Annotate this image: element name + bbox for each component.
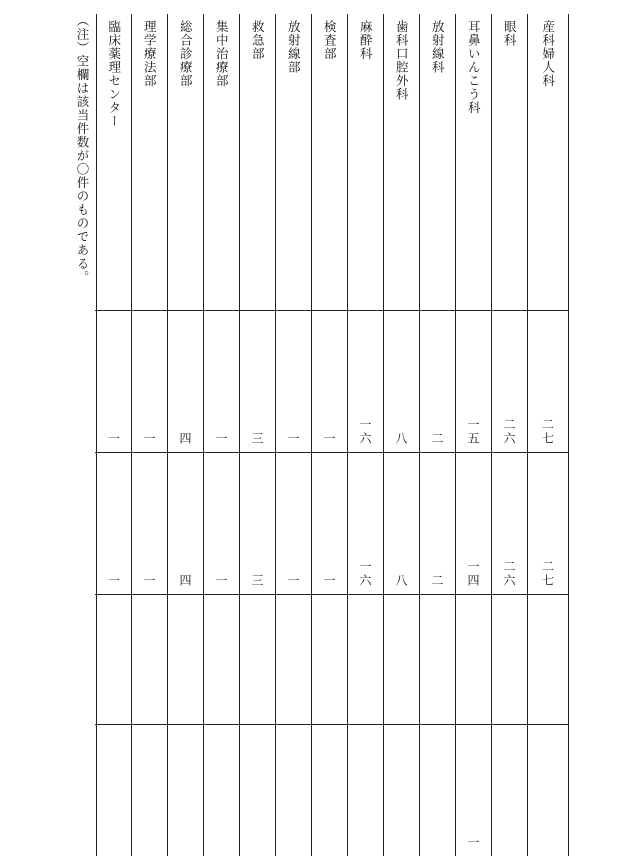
count-cell	[455, 310, 491, 446]
department-label: 耳鼻いんこう科	[466, 20, 482, 115]
count-value: 二	[430, 432, 444, 446]
count-cell	[275, 724, 311, 850]
count-cell	[419, 724, 455, 850]
count-value: 一	[106, 574, 121, 588]
count-cell	[131, 310, 167, 446]
count-value: 一	[106, 432, 121, 446]
count-cell	[275, 452, 311, 588]
count-cell	[455, 452, 491, 588]
count-cell	[167, 724, 203, 850]
department-label-cell	[96, 20, 131, 305]
count-cell	[383, 452, 419, 588]
count-cell	[275, 310, 311, 446]
count-cell	[491, 594, 527, 718]
count-value: 一	[466, 836, 480, 850]
department-label-cell	[311, 20, 347, 305]
count-value: 一六	[358, 418, 372, 446]
department-label-cell	[167, 20, 203, 305]
count-cell	[167, 594, 203, 718]
count-cell	[203, 310, 239, 446]
count-cell	[347, 724, 383, 850]
count-value: 一	[214, 574, 228, 588]
count-cell	[96, 452, 131, 588]
count-cell	[167, 452, 203, 588]
count-value: 三	[250, 574, 264, 588]
department-label-cell	[527, 20, 568, 305]
count-cell	[383, 724, 419, 850]
department-label: 歯科口腔外科	[394, 20, 410, 101]
department-label: 理学療法部	[142, 20, 158, 88]
count-cell	[203, 594, 239, 718]
department-label: 臨床薬理センター	[106, 20, 122, 128]
department-label: 眼科	[502, 20, 518, 47]
count-cell	[311, 310, 347, 446]
department-label: 集中治療部	[214, 20, 230, 88]
count-cell	[491, 452, 527, 588]
department-label: 産科婦人科	[540, 20, 556, 88]
count-cell	[383, 310, 419, 446]
count-cell	[239, 724, 275, 850]
count-value: 二七	[540, 418, 555, 446]
count-value: 一五	[466, 418, 480, 446]
department-label: 放射線部	[286, 20, 302, 74]
count-cell	[491, 724, 527, 850]
count-value: 二七	[540, 560, 555, 588]
count-cell	[311, 452, 347, 588]
count-cell	[96, 310, 131, 446]
count-cell	[491, 310, 527, 446]
count-cell	[527, 594, 568, 718]
count-cell	[527, 452, 568, 588]
count-value: 一	[322, 574, 336, 588]
count-value: 一	[214, 432, 228, 446]
count-cell	[419, 310, 455, 446]
count-cell	[311, 724, 347, 850]
count-cell	[455, 594, 491, 718]
department-label: 救急部	[250, 20, 266, 61]
count-value: 二	[430, 574, 444, 588]
count-cell	[347, 310, 383, 446]
count-cell	[131, 452, 167, 588]
count-value: 八	[394, 432, 408, 446]
count-cell	[419, 594, 455, 718]
count-value: 一	[142, 574, 156, 588]
count-cell	[275, 594, 311, 718]
count-value: 一	[286, 432, 300, 446]
count-value: 八	[394, 574, 408, 588]
count-cell	[203, 452, 239, 588]
count-value: 一四	[466, 560, 480, 588]
count-cell	[131, 594, 167, 718]
count-value: 四	[178, 432, 192, 446]
count-cell	[419, 452, 455, 588]
count-value: 三	[250, 432, 264, 446]
count-value: 一	[322, 432, 336, 446]
table-column-rule	[568, 14, 569, 856]
department-label-cell	[347, 20, 383, 305]
count-cell	[311, 594, 347, 718]
department-label: 総合診療部	[178, 20, 194, 88]
count-cell	[527, 724, 568, 850]
count-value: 一	[286, 574, 300, 588]
footnote: （注）空欄は該当件数が〇件のものである。	[75, 14, 90, 284]
department-label-cell	[203, 20, 239, 305]
department-label-cell	[275, 20, 311, 305]
count-cell	[455, 724, 491, 850]
count-cell	[203, 724, 239, 850]
count-cell	[527, 310, 568, 446]
count-cell	[347, 594, 383, 718]
count-value: 二六	[502, 560, 516, 588]
department-label: 検査部	[322, 20, 338, 61]
department-label-cell	[491, 20, 527, 305]
department-label-cell	[455, 20, 491, 305]
department-label-cell	[383, 20, 419, 305]
count-value: 一	[142, 432, 156, 446]
count-cell	[167, 310, 203, 446]
count-cell	[383, 594, 419, 718]
count-cell	[131, 724, 167, 850]
count-cell	[96, 724, 131, 850]
count-cell	[239, 594, 275, 718]
department-label: 放射線科	[430, 20, 446, 74]
department-label-cell	[131, 20, 167, 305]
department-label-cell	[419, 20, 455, 305]
department-label-cell	[239, 20, 275, 305]
count-cell	[347, 452, 383, 588]
count-value: 二六	[502, 418, 516, 446]
count-cell	[239, 452, 275, 588]
count-value: 四	[178, 574, 192, 588]
count-cell	[96, 594, 131, 718]
count-cell	[239, 310, 275, 446]
count-value: 一六	[358, 560, 372, 588]
department-label: 麻酔科	[358, 20, 374, 61]
